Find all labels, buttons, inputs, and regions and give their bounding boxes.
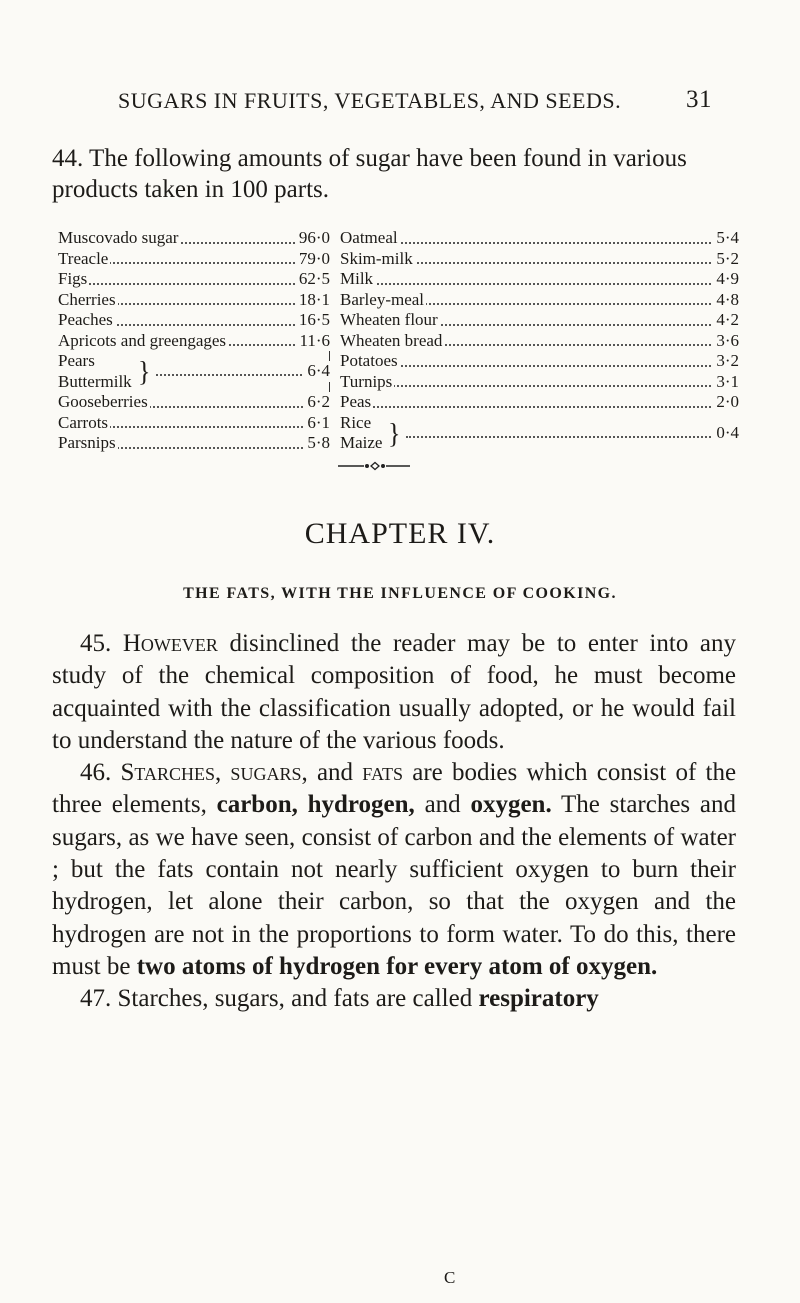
sugar-value: 3·1: [713, 372, 739, 393]
table-row: [58, 351, 330, 392]
sugar-value: 5·2: [713, 249, 739, 270]
product-name: Skim-milk: [340, 248, 413, 268]
sugar-value: 62·5: [296, 269, 330, 290]
paragraph-lead: However: [122, 630, 218, 657]
sugar-value: 2·0: [713, 392, 739, 413]
table-row: [58, 433, 330, 454]
sugar-value: 79·0: [296, 249, 330, 270]
sugar-value: 6·1: [304, 413, 330, 434]
product-name: Apricots and greengages: [58, 330, 227, 350]
leader-dots: [340, 283, 739, 285]
sugar-value: 6·4: [304, 361, 330, 382]
table-row: [58, 228, 330, 249]
running-head-title: SUGARS IN FRUITS, VEGETABLES, AND SEEDS.: [118, 88, 622, 113]
table-row: [340, 310, 739, 331]
table-row: [340, 228, 739, 249]
product-name: Parsnips: [58, 433, 116, 452]
leader-dots: [340, 406, 739, 408]
paragraph-emphasis: carbon, hydrogen,: [216, 791, 415, 819]
paragraph-text: Starches, sugars, and fats are called: [117, 985, 473, 1013]
paragraph-45: [52, 628, 736, 757]
product-name: Peaches: [58, 310, 113, 329]
paragraph-word-fats: fats: [362, 759, 403, 787]
signature-mark: C: [444, 1268, 456, 1287]
sugar-value: 0·4: [713, 423, 739, 444]
table-row: [58, 290, 330, 311]
leader-dots: [406, 436, 739, 438]
table-row: [58, 269, 330, 290]
table-row: [340, 269, 739, 290]
paragraph-47: [52, 983, 736, 1015]
paragraph-number: 46.: [80, 759, 112, 787]
paragraph-emphasis: oxygen.: [470, 791, 552, 819]
leader-dots: [58, 283, 330, 285]
section-ornament: [338, 461, 410, 471]
sugar-table: [58, 228, 739, 452]
product-names: [58, 351, 132, 392]
chapter-subtitle: THE FATS, WITH THE INFLUENCE OF COOKING.: [183, 585, 617, 602]
product-name: Wheaten flour: [340, 310, 438, 329]
paragraph-text: are bodies which consist of the three elements,: [52, 759, 737, 819]
sugar-value: 3·2: [713, 351, 739, 372]
sugar-value: 4·2: [713, 310, 739, 331]
sugar-table-left-column: [58, 228, 330, 454]
table-row: [340, 413, 739, 454]
paragraph-emphasis: respiratory: [478, 985, 599, 1013]
paragraph-word: and: [316, 759, 354, 787]
paragraph-lead: Starches, sugars,: [120, 759, 308, 787]
sugar-value: 6·2: [304, 392, 330, 413]
product-name: Wheaten bread: [340, 330, 443, 350]
product-name: Treacle: [58, 248, 109, 268]
table-row: [58, 392, 330, 413]
product-name: Milk: [340, 269, 374, 288]
product-name: Rice: [340, 412, 372, 432]
product-name: Cherries: [58, 289, 116, 309]
sugar-value: 4·8: [713, 290, 739, 311]
paragraph-number: 45.: [80, 630, 112, 657]
sugar-value: 11·6: [296, 331, 330, 352]
product-name: Peas: [340, 392, 372, 411]
sugar-value: 5·8: [304, 433, 330, 454]
table-row: [340, 372, 739, 393]
paragraph-46: [52, 757, 736, 983]
product-name: Pears: [58, 351, 95, 370]
sugar-value: 5·4: [713, 228, 739, 249]
chapter-heading: CHAPTER IV.: [304, 517, 496, 550]
brace-mark: }: [388, 417, 401, 449]
paragraph-number: 47.: [80, 985, 112, 1013]
table-row: [340, 290, 739, 311]
brace-mark: }: [138, 355, 151, 388]
sugar-value: 16·5: [296, 310, 330, 331]
sugar-value: 4·9: [713, 269, 739, 290]
page-number: 31: [686, 86, 712, 113]
table-row: [58, 413, 330, 434]
product-names: [340, 413, 382, 454]
product-name: Gooseberries: [58, 392, 148, 411]
table-row: [340, 351, 739, 372]
paragraph-text: The starches and sugars, as we have seen, consist of carbon and the elements of water ; but the fats contain not nearly sufficient oxygen to burn their hydrogen, let alone their carbon, so that the oxygen and the hydrogen are not in the proportions to form water. To do this, there must be: [52, 791, 737, 980]
table-row: [340, 331, 739, 352]
paragraph-word: and: [424, 791, 461, 819]
paragraph-emphasis: two atoms of hydrogen for every atom of oxygen.: [136, 952, 658, 980]
table-row: [58, 249, 330, 270]
product-name: Oatmeal: [340, 228, 398, 247]
product-name: Figs: [58, 269, 88, 288]
sugar-table-right-column: [329, 228, 739, 454]
intro-paragraph: 44. The following amounts of sugar have been found in various products taken in 100 parts.: [52, 145, 687, 203]
product-name: Buttermilk: [58, 371, 132, 391]
paragraph-text: disinclined the reader may be to enter into any study of the chemical composition of food, he must become acquainted with the classification usually adopted, or he would fail to understand the nature of the various foods.: [52, 630, 737, 754]
chapter-body: [52, 628, 736, 1016]
sugar-value: 18·1: [296, 290, 330, 311]
leader-dots: [340, 385, 739, 387]
product-name: Turnips: [340, 371, 393, 391]
table-row: [340, 392, 739, 413]
product-name: Barley-meal: [340, 289, 425, 309]
table-row: [58, 331, 330, 352]
product-name: Potatoes: [340, 351, 398, 370]
sugar-value: 96·0: [296, 228, 330, 249]
sugar-value: 3·6: [713, 331, 739, 352]
product-name: Muscovado sugar: [58, 228, 179, 247]
table-row: [58, 310, 330, 331]
product-name: Carrots: [58, 412, 109, 432]
table-row: [340, 249, 739, 270]
product-name: Maize: [340, 433, 383, 452]
